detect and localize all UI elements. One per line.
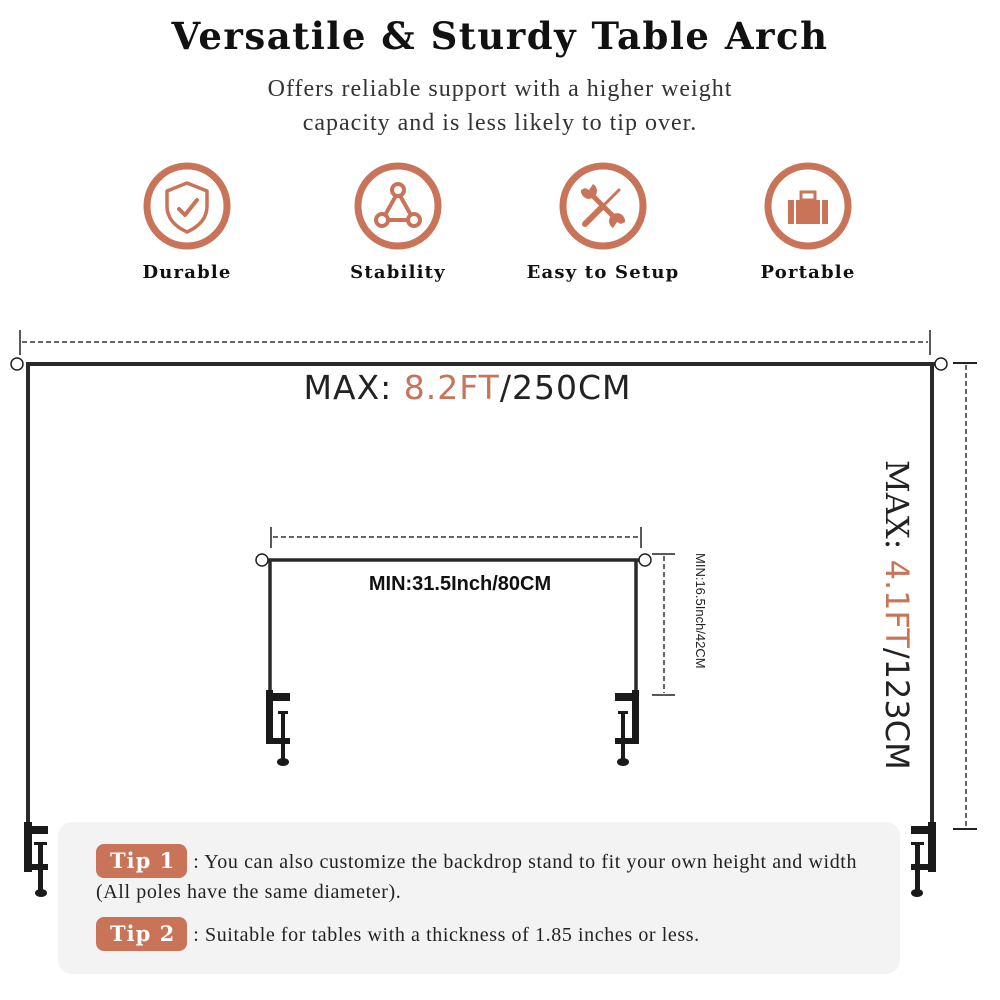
min-height-dimension: [652, 554, 675, 695]
min-width-label: MIN:31.5Inch/80CM: [368, 573, 552, 595]
max-width-dimension: [20, 330, 930, 355]
tip-text: : You can also customize the backdrop stand to fit your own height and width (All poles have the same diameter).: [96, 851, 858, 903]
tips-panel: [58, 822, 900, 974]
min-width-dimension: [271, 527, 641, 548]
feature-label: Easy to Setup: [526, 262, 680, 283]
tip-2: [96, 917, 886, 951]
max-height-dimension: [953, 363, 977, 829]
tip-badge: Tip 1: [96, 844, 187, 878]
min-height-label: MIN:16.5Inch/42CM: [693, 553, 708, 669]
page-title: Versatile & Sturdy Table Arch: [171, 14, 829, 58]
feature-label: Durable: [142, 262, 232, 283]
subtitle-line-1: Offers reliable support with a higher weight: [267, 76, 733, 102]
feature-label: Stability: [350, 262, 446, 283]
max-width-label: MAX: 8.2FT/250CM: [303, 368, 632, 407]
tip-badge: Tip 2: [96, 917, 187, 951]
tip-text: : Suitable for tables with a thickness of 1.85 inches or less.: [193, 924, 700, 946]
subtitle-line-2: capacity and is less likely to tip over.: [302, 110, 698, 136]
max-width-value: 8.2FT: [403, 368, 500, 407]
max-frame: [11, 358, 947, 897]
feature-label: Portable: [760, 262, 856, 283]
tip-1: [96, 844, 886, 907]
max-height-label: MAX: 4.1FT/123CM: [878, 460, 916, 770]
max-height-value: 4.1FT: [878, 559, 916, 648]
